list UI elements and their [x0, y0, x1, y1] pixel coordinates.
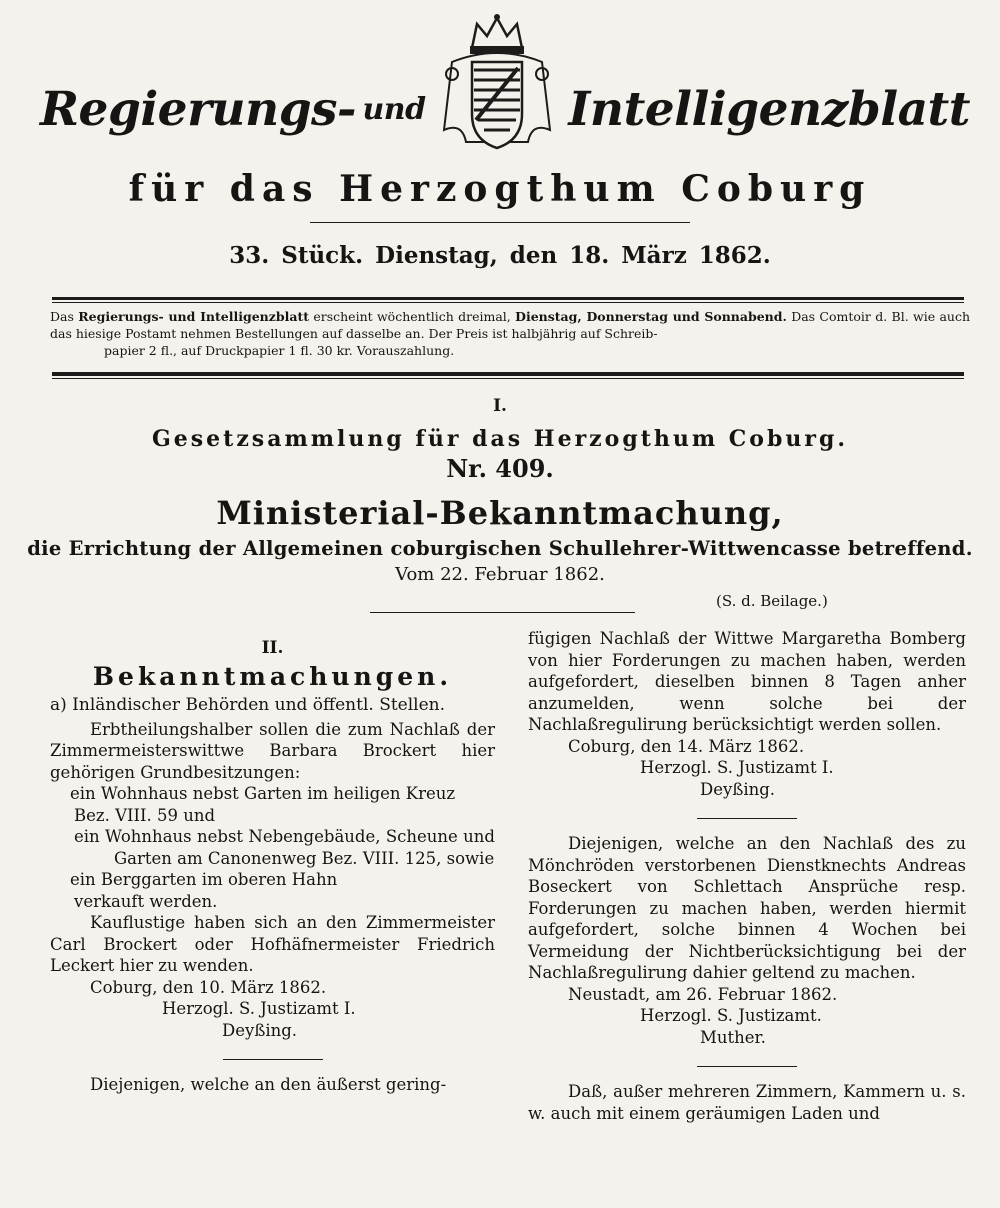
divider-double — [52, 372, 964, 376]
divider — [223, 1059, 323, 1060]
signatory: Deyßing. — [222, 1020, 298, 1040]
issuing-office: Herzogl. S. Justizamt I. — [162, 999, 356, 1018]
announcement-paragraph: Erbtheilungshalber sollen die zum Nachlaß der Zimmermeisterswittwe Barbara Brockert hier gehörigen Grundbesitzungen: — [50, 719, 495, 782]
announcement-paragraph: Diejenigen, welche an den Nachlaß des zu Mönchröden verstorbenen Dienstknechts Andreas Boseckert von Schlettach Ansprüche resp. Forderungen zu machen haben, werden hiermit aufgefordert, solche binnen 4 Wochen bei Vermeidung der Nichtberücksichtigung bei der Nachlaßregulirung dahier geltend zu machen. — [528, 834, 966, 982]
announcement-paragraph: Daß, außer mehreren Zimmern, Kammern u. s. w. auch mit einem geräumigen Laden und — [528, 1082, 966, 1123]
notice-bold: Dienstag, Donnerstag und Sonnabend. — [515, 309, 787, 324]
left-column — [50, 628, 495, 1096]
section-number: I. — [493, 396, 507, 416]
publication-notice — [50, 308, 970, 359]
signatory: Deyßing. — [700, 779, 776, 799]
issuing-office: Herzogl. S. Justizamt I. — [640, 758, 834, 777]
announcement-paragraph: Diejenigen, welche an den äußerst gering- — [90, 1075, 447, 1094]
masthead-word-intelligenzblatt: Intelligenzblatt — [568, 81, 970, 137]
coat-of-arms-icon — [432, 10, 562, 170]
notice-bold: Regierungs- und Intelligenzblatt — [78, 309, 310, 324]
masthead-word-und: und — [362, 91, 426, 127]
property-item: ein Berggarten im oberen Hahn — [70, 870, 338, 889]
masthead — [40, 48, 970, 170]
divider-double — [52, 297, 964, 300]
announcement-paragraph: fügigen Nachlaß der Wittwe Margaretha Bomberg von hier Forderungen zu machen haben, werden aufgefordert, dieselben binnen 8 Tagen anher anzumelden, wenn solche bei der Nachlaßregulirung berücksichtigt werden sollen. — [528, 629, 966, 734]
divider — [370, 612, 635, 613]
subsection-heading: a) Inländischer Behörden und öffentl. Stellen. — [50, 695, 446, 715]
property-item: ein Wohnhaus nebst Nebengebäude, Scheune und Garten am Canonenweg Bez. VIII. 125, sowie — [74, 827, 495, 868]
divider — [697, 1066, 797, 1067]
masthead-subtitle: für das Herzogthum Coburg — [128, 168, 872, 210]
issuing-office: Herzogl. S. Justizamt. — [640, 1006, 822, 1025]
property-item: ein Wohnhaus nebst Garten im heiligen Kreuz — [70, 784, 456, 803]
supplement-note: (S. d. Beilage.) — [716, 592, 828, 610]
issue-line: 33. Stück. Dienstag, den 18. März 1862. — [229, 242, 771, 269]
divider-double — [52, 302, 964, 303]
notice-text: papier 2 fl., auf Druckpapier 1 fl. 30 kr. Vorauszahlung. — [104, 343, 455, 358]
section-number: II. — [261, 638, 284, 658]
place-date: Coburg, den 10. März 1862. — [90, 977, 327, 997]
signatory: Muther. — [700, 1027, 766, 1047]
section-title: Gesetzsammlung für das Herzogthum Coburg. — [151, 426, 848, 452]
masthead-word-regierungs: Regierungs- — [40, 81, 357, 137]
law-title: Ministerial-Bekanntmachung, — [216, 494, 784, 532]
property-item: Bez. VIII. 59 und — [74, 805, 216, 825]
notice-text: Das — [50, 309, 79, 324]
announcement-text: verkauft werden. — [74, 891, 218, 911]
law-subject: die Errichtung der Allgemeinen coburgischen Schullehrer-Wittwencasse betreffend. — [27, 537, 973, 560]
divider-double — [52, 378, 964, 379]
divider — [697, 818, 797, 819]
right-column — [528, 628, 966, 1124]
divider — [310, 222, 690, 223]
announcement-paragraph: Kauflustige haben sich an den Zimmermeister Carl Brockert oder Hofhäfnermeister Friedrich Leckert hier zu wenden. — [50, 913, 495, 975]
place-date: Neustadt, am 26. Februar 1862. — [568, 984, 838, 1004]
law-number: Nr. 409. — [446, 454, 554, 483]
law-date: Vom 22. Februar 1862. — [395, 564, 605, 585]
notice-text: Das Comtoir d. Bl. wie auch das hiesige Postamt nehmen Bestellungen auf dasselbe an. Der Preis ist halbjährig auf Schreib- — [50, 309, 970, 341]
section-heading: Bekanntmachungen. — [92, 661, 453, 691]
place-date: Coburg, den 14. März 1862. — [568, 736, 805, 756]
notice-text: erscheint wöchentlich dreimal, — [309, 309, 516, 324]
